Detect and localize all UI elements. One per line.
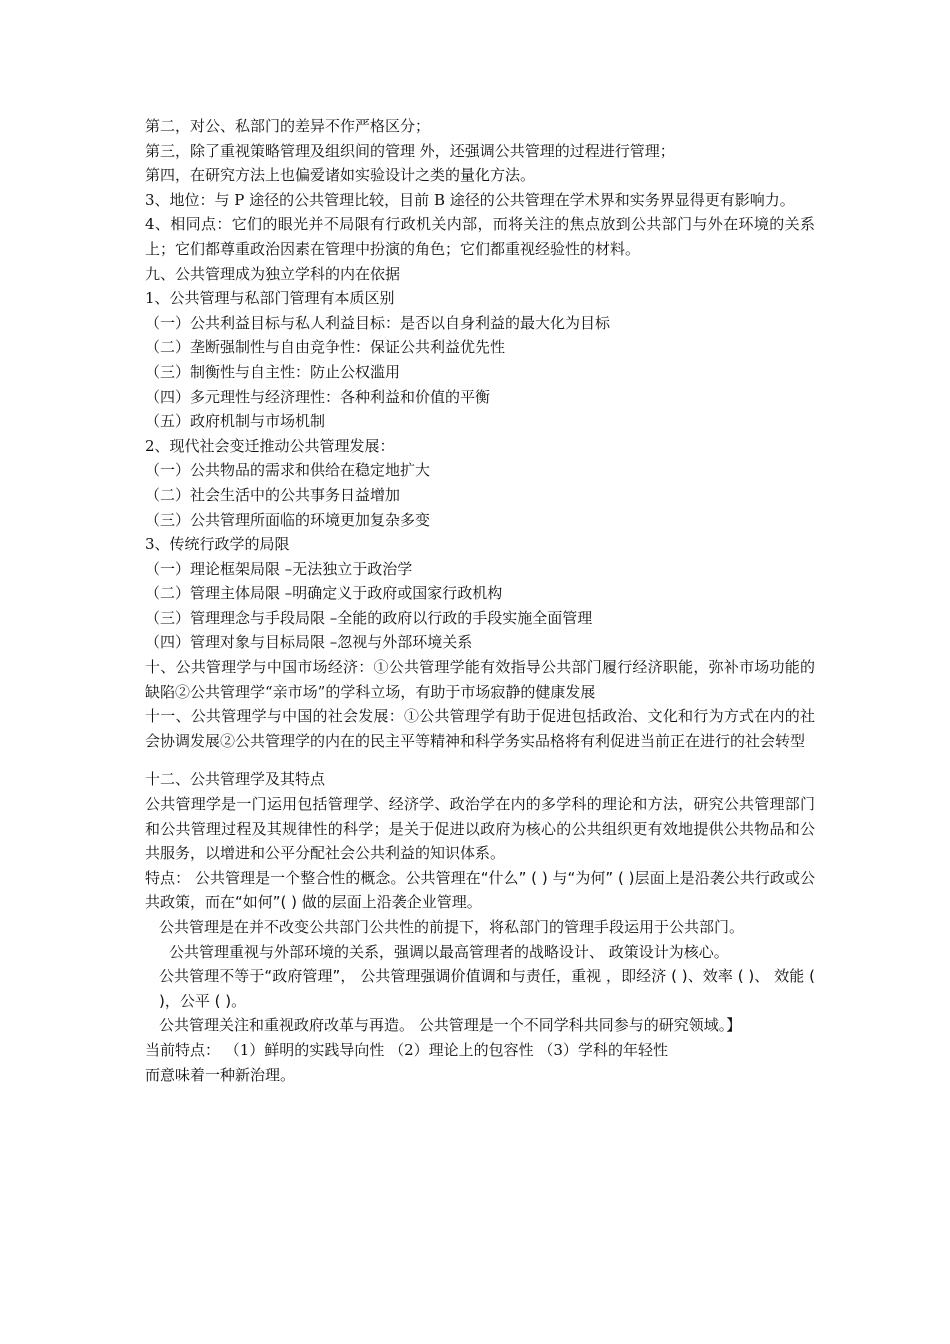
- list-item: （四）管理对象与目标局限 –忽视与外部环境关系: [145, 633, 473, 652]
- text-paragraph: 公共管理学是一门运用包括管理学、经济学、政治学在内的多学科的理论和方法，研究公共管理部门和公共管理过程及其规律性的科学；是关于促进以政府为核心的公共组织更有效地提供公共物品和公共服务，以增进和公平分配社会公共利益的知识体系。: [145, 795, 815, 863]
- text-line: 而意味着一种新治理。: [145, 1065, 296, 1084]
- text-paragraph: 3、地位：与 P 途径的公共管理比较，目前 B 途径的公共管理在学术界和实务界显得更有影响力。: [145, 190, 795, 209]
- text-paragraph: 十、公共管理学与中国市场经济：①公共管理学能有效指导公共部门履行经济职能，弥补市场功能的缺陷②公共管理学“亲市场”的学科立场，有助于市场寂静的健康发展: [145, 658, 815, 701]
- text-line: 第二，对公、私部门的差异不作严格区分；: [145, 117, 431, 135]
- text-paragraph: 4、相同点：它们的眼光并不局限有行政机关内部，而将关注的焦点放到公共部门与外在环境的关系上；它们都尊重政治因素在管理中扮演的角色；它们都重视经验性的材料。: [145, 215, 815, 258]
- text-paragraph: 公共管理不等于“政府管理”， 公共管理强调价值调和与责任，重视 ，即经济 ( )、效率 ( )、 效能 ( )，公平 ( )。: [159, 967, 815, 1010]
- subsection-heading: 2、现代社会变迁推动公共管理发展：: [145, 436, 395, 455]
- text-paragraph: 公共管理关注和重视政府改革与再造。 公共管理是一个不同学科共同参与的研究领域。】: [159, 1016, 742, 1035]
- subsection-heading: 3、传统行政学的局限: [145, 535, 290, 554]
- list-item: （一）公共物品的需求和供给在稳定地扩大: [145, 461, 431, 480]
- list-item: （二）管理主体局限 –明确定义于政府或国家行政机构: [145, 584, 503, 603]
- list-item: （三）公共管理所面临的环境更加复杂多变: [145, 510, 431, 529]
- list-item: （一）公共利益目标与私人利益目标：是否以自身利益的最大化为目标: [145, 313, 611, 332]
- list-item: （一）理论框架局限 –无法独立于政治学: [145, 559, 413, 578]
- list-item: （三）管理理念与手段局限 –全能的政府以行政的手段实施全面管理: [145, 608, 593, 627]
- paragraph-gap: [145, 753, 815, 767]
- text-paragraph: 十一、公共管理学与中国的社会发展：①公共管理学有助于促进包括政治、文化和行为方式在内的社会协调发展②公共管理学的内在的民主平等精神和科学务实品格将有利促进当前正在进行的社会转型: [145, 707, 815, 750]
- section-heading: 十二、公共管理学及其特点: [145, 770, 326, 789]
- text-line: 第三，除了重视策略管理及组织间的管理 外，还强调公共管理的过程进行管理；: [145, 141, 675, 160]
- document-page: [145, 114, 815, 1087]
- list-item: （二）社会生活中的公共事务日益增加: [145, 485, 401, 504]
- text-line: 当前特点： （1）鲜明的实践导向性 （2）理论上的包容性 （3）学科的年轻性: [145, 1040, 668, 1059]
- text-line: 公共管理重视与外部环境的关系，强调以最高管理者的战略设计、 政策设计为核心。: [169, 942, 729, 961]
- list-item: （五）政府机制与市场机制: [145, 412, 326, 431]
- text-paragraph: 特点： 公共管理是一个整合性的概念。公共管理在“什么” ( ) 与“为何” ( )层面上是沿袭公共行政或公共政策，而在“如何”( ) 做的层面上沿袭企业管理。: [145, 868, 815, 912]
- list-item: （二）垄断强制性与自由竞争性：保证公共利益优先性: [145, 338, 506, 357]
- list-item: （三）制衡性与自主性：防止公权滥用: [145, 362, 401, 381]
- section-heading: 九、公共管理成为独立学科的内在依据: [145, 264, 401, 283]
- text-line: 第四，在研究方法上也偏爱诸如实验设计之类的量化方法。: [145, 166, 536, 185]
- subsection-heading: 1、公共管理与私部门管理有本质区别: [145, 289, 395, 308]
- text-line: 公共管理是在并不改变公共部门公共性的前提下，将私部门的管理手段运用于公共部门。: [159, 918, 745, 936]
- list-item: （四）多元理性与经济理性：各种利益和价值的平衡: [145, 387, 491, 406]
